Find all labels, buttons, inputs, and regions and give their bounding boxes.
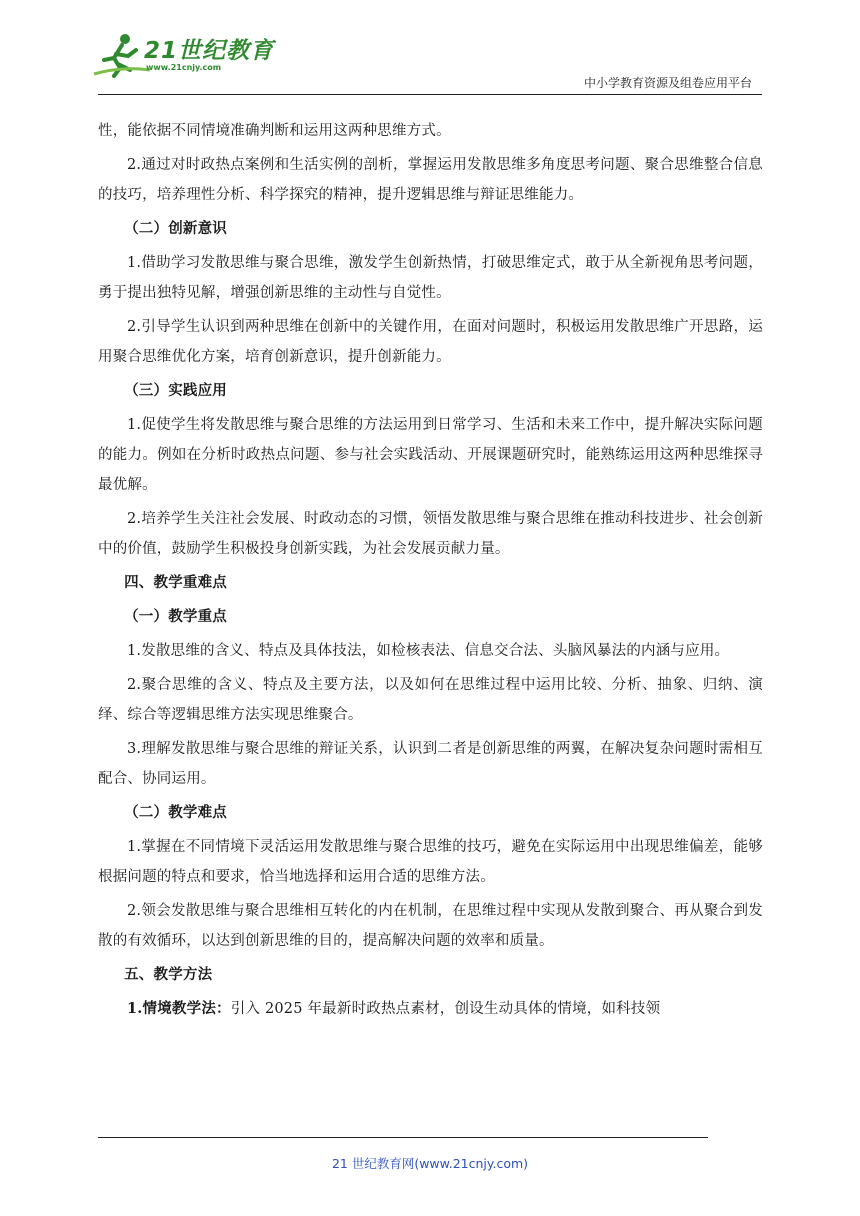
running-figure-icon xyxy=(92,30,152,80)
subheading-key-points: （一）教学重点 xyxy=(124,608,227,625)
paragraph: 2.聚合思维的含义、特点及主要方法，以及如何在思维过程中运用比较、分析、抽象、归纳、演绎、综合等逻辑思维方法实现思维聚合。 xyxy=(98,677,763,723)
document-body xyxy=(98,116,763,1024)
paragraph: 1.促使学生将发散思维与聚合思维的方法运用到日常学习、生活和未来工作中，提升解决实际问题的能力。例如在分析时政热点问题、参与社会实践活动、开展课题研究时，能熟练运用这两种思维探寻最优解。 xyxy=(98,417,763,493)
subheading-innovation: （二）创新意识 xyxy=(124,220,227,237)
logo-text: 21世纪教育 xyxy=(144,38,275,64)
paragraph: 2.通过对时政热点案例和生活实例的剖析，掌握运用发散思维多角度思考问题、聚合思维整合信息的技巧，培养理性分析、科学探究的精神，提升逻辑思维与辩证思维能力。 xyxy=(98,157,763,203)
paragraph: 2.培养学生关注社会发展、时政动态的习惯，领悟发散思维与聚合思维在推动科技进步、社会创新中的价值，鼓励学生积极投身创新实践，为社会发展贡献力量。 xyxy=(98,511,763,557)
logo-url: www.21cnjy.com xyxy=(146,63,222,72)
section-heading-4: 四、教学重难点 xyxy=(124,574,227,591)
paragraph xyxy=(98,994,763,1024)
subheading-difficult-points: （二）教学难点 xyxy=(124,804,227,821)
paragraph: 1.发散思维的含义、特点及具体技法，如检核表法、信息交合法、头脑风暴法的内涵与应用。 xyxy=(127,643,730,659)
paragraph: 性，能依据不同情境准确判断和运用这两种思维方式。 xyxy=(98,123,451,139)
footer-divider xyxy=(98,1137,708,1138)
header-divider xyxy=(98,94,762,95)
method-text: 引入 2025 年最新时政热点素材，创设生动具体的情境，如科技领 xyxy=(230,1001,661,1017)
page-header xyxy=(0,0,860,100)
platform-title: 中小学教育资源及组卷应用平台 xyxy=(583,76,752,90)
paragraph: 2.引导学生认识到两种思维在创新中的关键作用，在面对问题时，积极运用发散思维广开思路，运用聚合思维优化方案，培育创新意识，提升创新能力。 xyxy=(98,319,763,365)
subheading-practice: （三）实践应用 xyxy=(124,382,227,399)
site-logo[interactable] xyxy=(92,30,275,80)
footer-link[interactable]: 21 世纪教育网(www.21cnjy.com) xyxy=(331,1156,529,1171)
paragraph: 3.理解发散思维与聚合思维的辩证关系，认识到二者是创新思维的两翼，在解决复杂问题时需相互配合、协同运用。 xyxy=(98,741,763,787)
method-label: 1.情境教学法： xyxy=(127,1000,231,1017)
section-heading-5: 五、教学方法 xyxy=(124,966,213,983)
paragraph: 1.掌握在不同情境下灵活运用发散思维与聚合思维的技巧，避免在实际运用中出现思维偏差，能够根据问题的特点和要求，恰当地选择和运用合适的思维方法。 xyxy=(98,839,763,885)
paragraph: 1.借助学习发散思维与聚合思维，激发学生创新热情，打破思维定式，敢于从全新视角思考问题，勇于提出独特见解，增强创新思维的主动性与自觉性。 xyxy=(98,255,763,301)
paragraph: 2.领会发散思维与聚合思维相互转化的内在机制，在思维过程中实现从发散到聚合、再从聚合到发散的有效循环，以达到创新思维的目的，提高解决问题的效率和质量。 xyxy=(98,903,763,949)
